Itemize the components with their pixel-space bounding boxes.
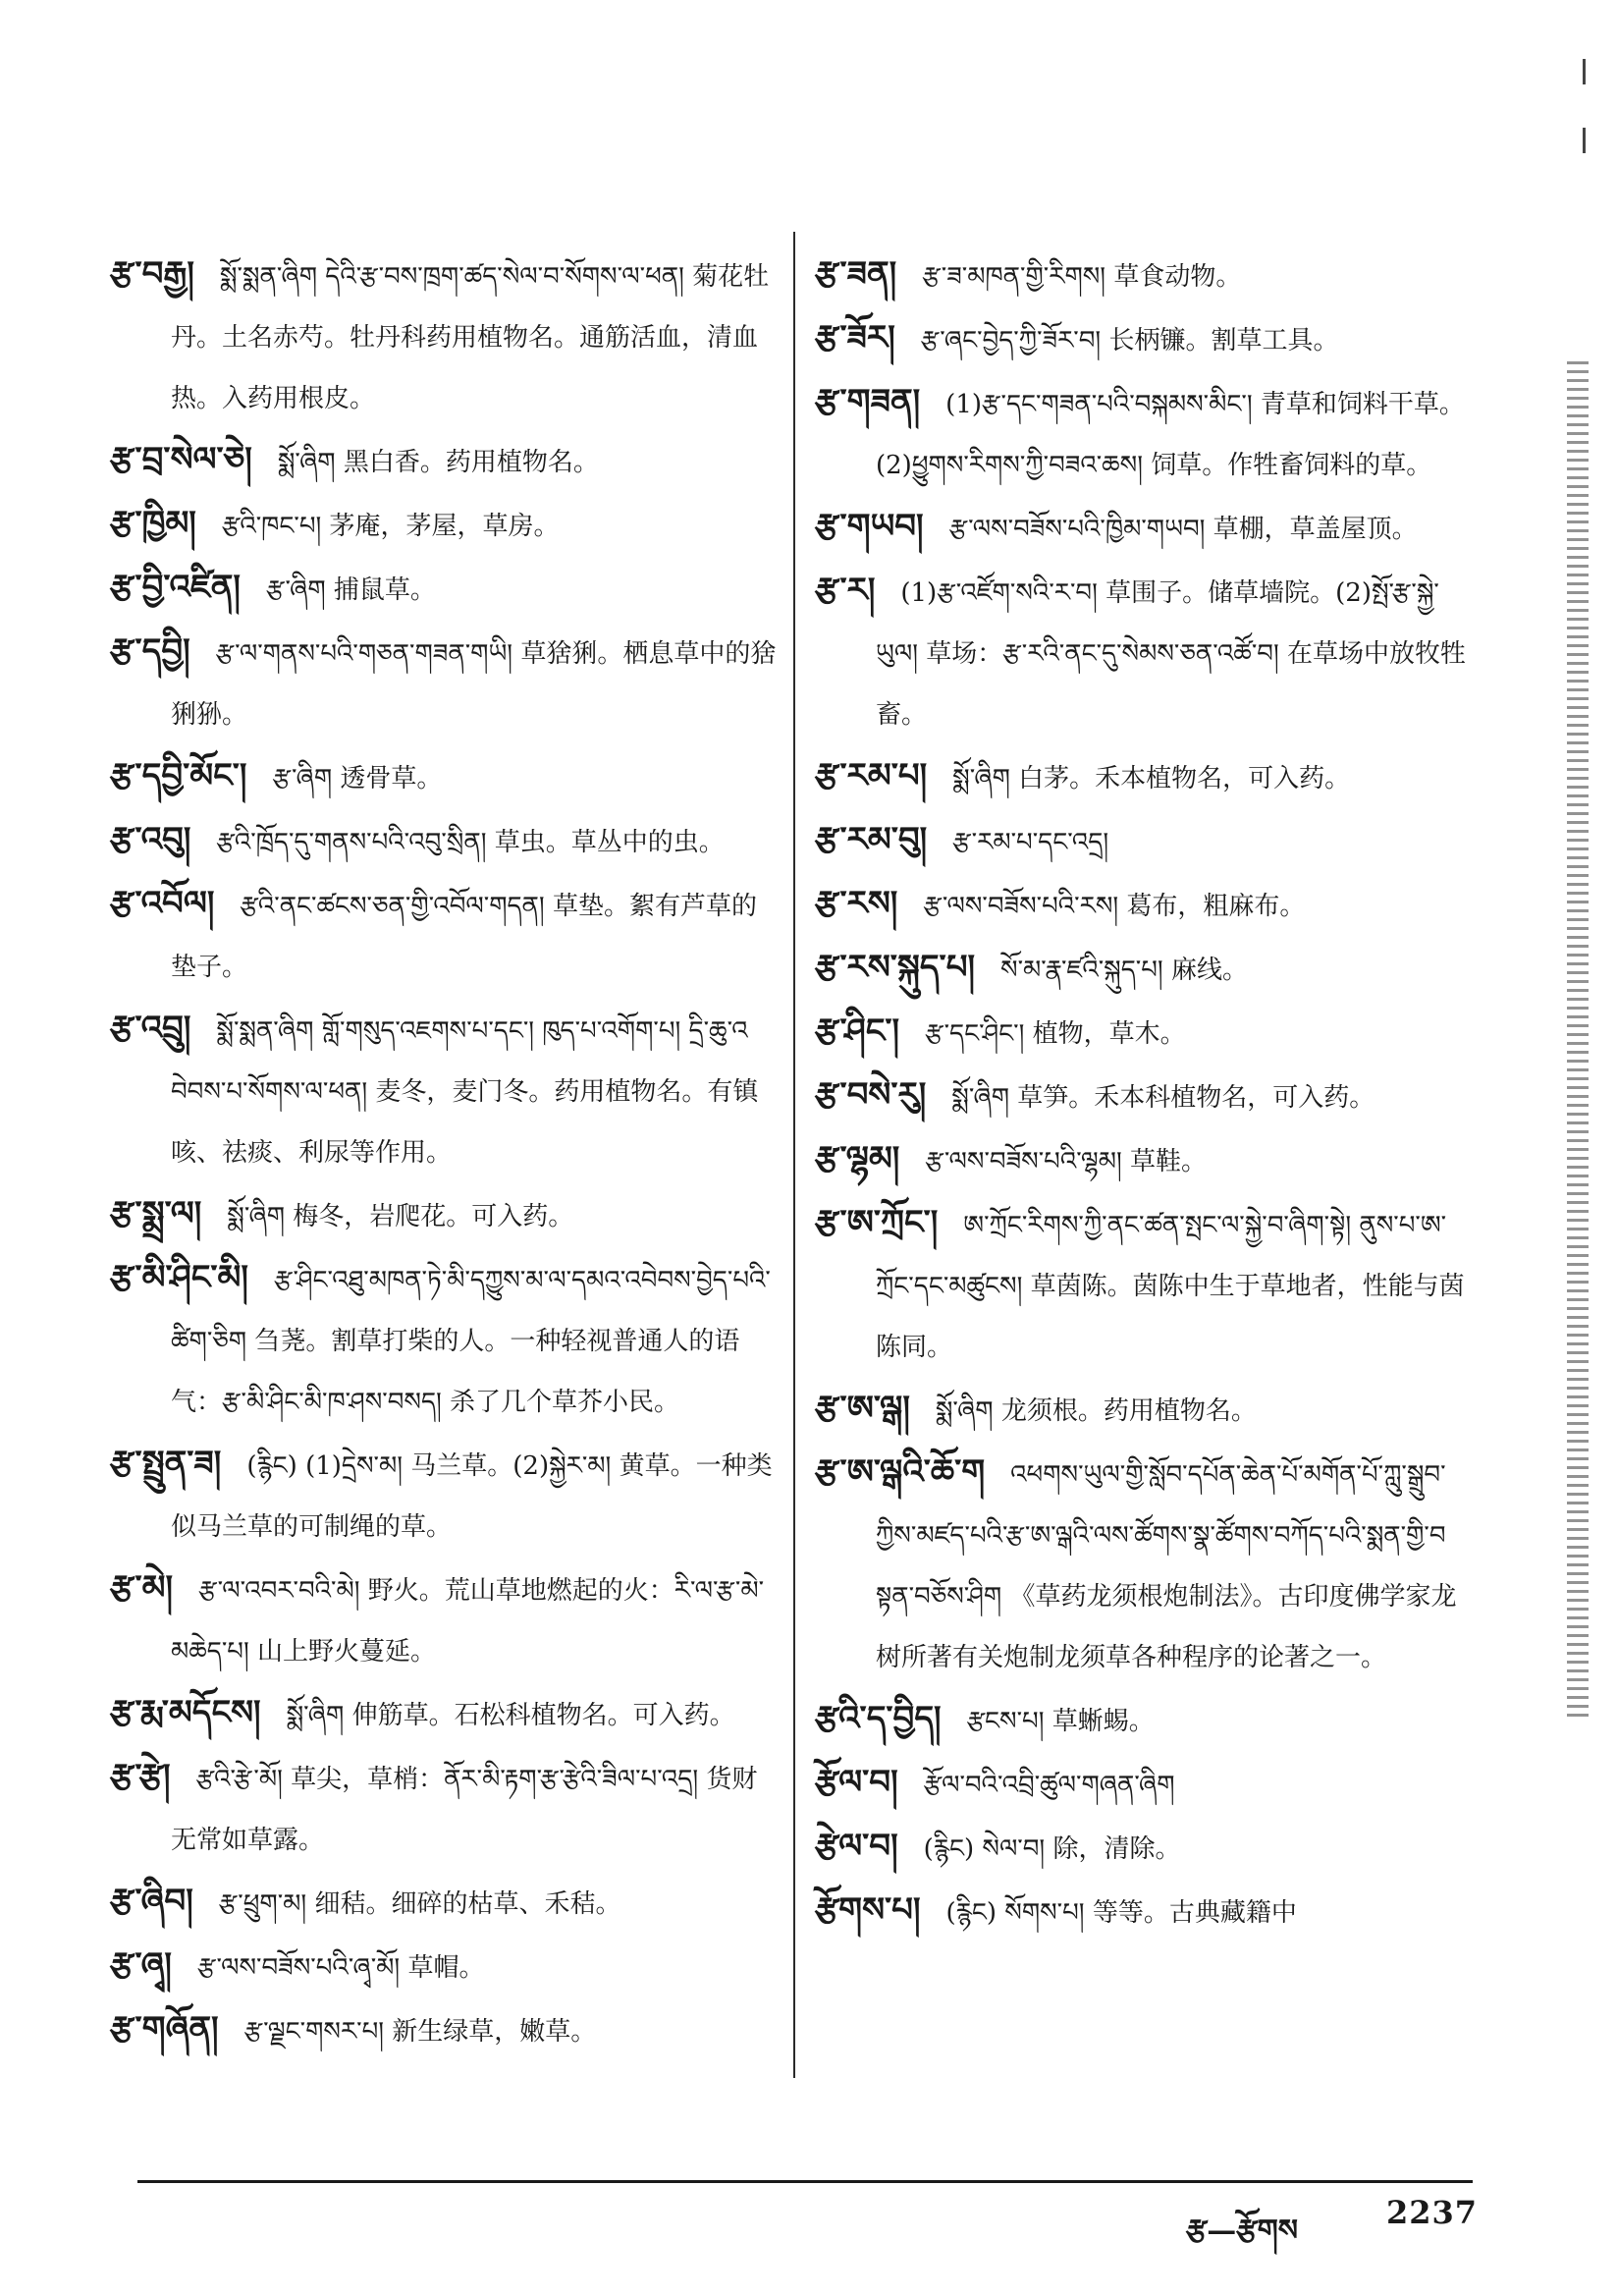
right-column bbox=[815, 244, 1473, 1943]
entry-definition: འཕགས་ཡུལ་གྱི་སློབ་དཔོན་ཆེན་པོ་མགོན་པོ་ཀླུ་སྒྲུབ་ཀྱིས་མཛད་པའི་རྩ་ཨ་ལྒའི་ལས་ཚོགས་སྣ་ཚོགས་བཀོད་པའི་སྨན་གྱི་བསྟན་བཅོས་ཤིག 《草药龙须根炮制法》。古印度佛学家龙树所著有关炮制龙须草各种程序的论著之一。 bbox=[876, 1460, 1457, 1672]
entry-definition: རྩ་ལས་བཟོས་པའི་རས། 葛布，粗麻布。 bbox=[923, 892, 1306, 921]
entry-definition: རྩ་ཞིག 透骨草。 bbox=[272, 764, 443, 793]
entry-definition: སྨོ་ཞིག 白茅。禾本植物名，可入药。 bbox=[952, 764, 1351, 793]
entry-headword: རྩ་ཤིང་། bbox=[815, 1011, 900, 1051]
entry-definition: རྩ་རམ་པ་དང་འདྲ། bbox=[952, 828, 1109, 857]
dictionary-entry bbox=[110, 493, 778, 557]
entry-definition: རྩ་ཕྲུག་མ། 细秸。细碎的枯草、禾秸。 bbox=[218, 1889, 621, 1919]
entry-headword: རྩེལ་བ། bbox=[815, 1827, 898, 1866]
dictionary-entry bbox=[110, 1558, 778, 1682]
dictionary-entry bbox=[815, 1192, 1473, 1378]
entry-headword: རྩ་ཨ་ཀྲོང་། bbox=[815, 1203, 939, 1242]
dictionary-entry bbox=[110, 1935, 778, 1998]
entry-definition: རྩོལ་བའི་འབྲི་ཚུལ་གཞན་ཞིག bbox=[923, 1771, 1175, 1800]
entry-definition: སྨོ་ཞིག 梅冬，岩爬花。可入药。 bbox=[227, 1202, 574, 1231]
dictionary-entry bbox=[110, 1871, 778, 1935]
entry-definition: རྩ་ཞང་བྱེད་ཀྱི་ཟོར་བ། 长柄镰。割草工具。 bbox=[920, 326, 1339, 355]
entry-headword: རྩ་ཟོར། bbox=[815, 318, 895, 357]
dictionary-entry bbox=[110, 745, 778, 809]
column-divider bbox=[793, 232, 795, 2078]
entry-definition: རྩའི་ཁྲོད་དུ་གནས་པའི་འབུ་སྲིན། 草虫。草丛中的虫。 bbox=[216, 828, 725, 857]
entry-headword: རྩ་ཁྱིམ། bbox=[110, 504, 196, 543]
entry-definition: སྨོ་སྨན་ཞིག དེའི་རྩ་བས་ཁྲག་ཚད་སེལ་བ་སོགས་ལ་ཕན། 菊花牡丹。土名赤芍。牡丹科药用植物名。通筋活血，清血热。入药用根皮。 bbox=[171, 262, 770, 413]
entry-definition: (1)རྩ་དང་གཟན་པའི་བསྐམས་མིང་། 青草和饲料干草。(2)ཕྱུགས་རིགས་ཀྱི་བཟའ་ཆས། 饲草。作牲畜饲料的草。 bbox=[876, 390, 1465, 480]
scan-edge-tick bbox=[1583, 128, 1586, 153]
entry-headword: རྩ་ཟན། bbox=[815, 254, 897, 294]
entry-headword: རྩ་འབུ། bbox=[110, 820, 191, 859]
dictionary-entry bbox=[815, 560, 1473, 745]
dictionary-entry bbox=[110, 244, 778, 429]
dictionary-entry bbox=[110, 429, 778, 493]
dictionary-entry bbox=[815, 1688, 1473, 1752]
entry-definition: (1)རྩ་འཛོག་སའི་ར་བ། 草围子。储草墙院。(2)སྤོ་རྩ་སྐྱེ་ཡུལ། 草场：རྩ་རའི་ནང་དུ་སེམས་ཅན་འཚོ་བ། 在草场中放牧牲畜。 bbox=[876, 578, 1466, 730]
dictionary-entry bbox=[110, 1183, 778, 1247]
page-number: 2237 bbox=[1386, 2194, 1479, 2231]
dictionary-entry bbox=[815, 745, 1473, 809]
entry-headword: རྩའི་ད་བྱིད། bbox=[815, 1699, 942, 1738]
entry-headword: རྩ་ཞྭ། bbox=[110, 1945, 172, 1985]
entry-definition: རྩ་ཟ་མཁན་གྱི་རིགས། 草食动物。 bbox=[922, 262, 1242, 292]
dictionary-entry bbox=[815, 873, 1473, 937]
entry-definition: རྩ་ལས་བཟོས་པའི་ཞྭ་མོ། 草帽。 bbox=[196, 1953, 485, 1983]
entry-headword: རྩ་དབྱི། bbox=[110, 631, 190, 671]
dictionary-entry bbox=[110, 1998, 778, 2062]
entry-headword: རྩ་ལྷམ། bbox=[815, 1139, 900, 1178]
dictionary-entry bbox=[110, 1682, 778, 1746]
entry-headword: རྩོགས་པ། bbox=[815, 1890, 921, 1930]
entry-headword: རྩ་རམ་པ། bbox=[815, 756, 928, 795]
dictionary-entry bbox=[815, 1442, 1473, 1688]
dictionary-entry bbox=[815, 371, 1473, 496]
dictionary-entry bbox=[815, 1752, 1473, 1816]
entry-headword: རྩ་རས། bbox=[815, 884, 898, 923]
entry-definition: རྩའི་ནང་ཚངས་ཅན་གྱི་འབོལ་གདན། 草垫。絮有芦草的垫子。 bbox=[171, 892, 757, 982]
entry-definition: སྨོ་སྨན་ཞིག གློ་གསུད་འཇགས་པ་དང་། ཁུད་པ་འགོག་པ། དྲི་ཆུ་འབེབས་པ་སོགས་ལ་ཕན། 麦冬，麦门冬。药用植物名。有镇咳、祛痰、利尿等作用。 bbox=[171, 1016, 759, 1168]
dictionary-entry bbox=[110, 1433, 778, 1558]
entry-headword: རྩ་བྲ་སེལ་ཅེ། bbox=[110, 440, 252, 479]
entry-headword: རྩ་སྤྲུན་ཟ། bbox=[110, 1444, 222, 1483]
entry-headword: རྩ་གཟན། bbox=[815, 382, 921, 421]
entry-definition: རྩ་ལས་བཟོས་པའི་ཁྱིམ་གཡབ། 草棚，草盖屋顶。 bbox=[948, 515, 1418, 544]
entry-headword: རྩ་འབོལ། bbox=[110, 884, 215, 923]
entry-definition: (རྙིང) (1)དྲེས་མ། 马兰草。(2)སྐྱེར་མ། 黄草。一种类似马兰草的可制绳的草。 bbox=[171, 1451, 773, 1542]
entry-headword: རྩ་ཨ་ལྒ། bbox=[815, 1389, 910, 1428]
entry-definition: རྩ་ལ་འབར་བའི་མེ། 野火。荒山草地燃起的火：རི་ལ་རྩ་མེ་མཆེད་པ། 山上野火蔓延。 bbox=[171, 1576, 765, 1667]
dictionary-entry bbox=[110, 1247, 778, 1433]
entry-definition: སྨོ་ཞིག 龙须根。药用植物名。 bbox=[935, 1396, 1257, 1426]
dictionary-entry bbox=[815, 244, 1473, 307]
dictionary-entry bbox=[110, 809, 778, 873]
dictionary-entry bbox=[815, 937, 1473, 1001]
entry-headword: རྩ་སྨྲ་ལ། bbox=[110, 1194, 202, 1233]
entry-headword: རྩ་གཞོན། bbox=[110, 2009, 219, 2049]
scan-edge-tick bbox=[1583, 59, 1586, 84]
entry-headword: རྩ་རམ་བུ། bbox=[815, 820, 928, 859]
entry-definition: སྨོ་ཞིག 草笋。禾本科植物名，可入药。 bbox=[951, 1083, 1375, 1113]
entry-definition: རྩ་ཞིག 捕鼠草。 bbox=[265, 575, 436, 605]
entry-headword: རྩ་བརྒྱ། bbox=[110, 254, 194, 294]
dictionary-entry bbox=[110, 557, 778, 621]
left-column bbox=[110, 244, 778, 2062]
entry-definition: རྩའི་ཁང་པ། 茅庵，茅屋，草房。 bbox=[221, 512, 560, 541]
entry-headword: རྩ་གཡབ། bbox=[815, 507, 924, 546]
dictionary-entry bbox=[110, 998, 778, 1183]
entry-headword: རྩ་འབྲུ། bbox=[110, 1009, 191, 1048]
dictionary-entry bbox=[110, 873, 778, 998]
dictionary-entry bbox=[110, 621, 778, 745]
dictionary-entry bbox=[815, 1378, 1473, 1442]
entry-definition: རྩངས་པ། 草蜥蜴。 bbox=[966, 1707, 1155, 1736]
entry-headword: རྩ་རྨ་མདོངས། bbox=[110, 1693, 261, 1732]
entry-headword: རྩ་མི་ཤིང་མི། bbox=[110, 1258, 248, 1297]
entry-definition: རྩ་དང་ཤིང་། 植物，草木。 bbox=[925, 1019, 1186, 1049]
footer-range-label: རྩ—རྩོགས bbox=[1186, 2214, 1298, 2248]
dictionary-entry bbox=[815, 1880, 1473, 1943]
dictionary-entry bbox=[815, 1065, 1473, 1128]
dictionary-entry bbox=[110, 1746, 778, 1871]
entry-definition: སྨོ་ཞིག 伸筋草。石松科植物名。可入药。 bbox=[286, 1701, 735, 1730]
entry-definition: རྩ་ལ་གནས་པའི་གཅན་གཟན་གཡི། 草猞猁。栖息草中的猞猁狲。 bbox=[171, 639, 777, 730]
entry-definition: རྩའི་རྩེ་མོ། 草尖，草梢：ནོར་མི་རྟག་རྩ་རྩེའི་ཟིལ་པ་འདྲ། 货财无常如草露。 bbox=[171, 1765, 758, 1855]
entry-headword: རྩ་ཞིབ། bbox=[110, 1882, 193, 1921]
dictionary-entry bbox=[815, 1816, 1473, 1880]
entry-definition: སྨོ་ཞིག 黑白香。药用植物名。 bbox=[277, 448, 599, 477]
entry-headword: རྩ་ར། bbox=[815, 571, 876, 610]
entry-definition: (རྙིང) སེལ་བ། 除，清除。 bbox=[923, 1834, 1181, 1864]
footer-rule bbox=[137, 2180, 1473, 2183]
entry-headword: རྩ་ཨ་ལྒའི་ཆོ་ག bbox=[815, 1452, 986, 1492]
entry-headword: རྩ་བསེ་རུ། bbox=[815, 1075, 927, 1115]
entry-definition: རྩ་ཤིང་འཐུ་མཁན་ཏེ་མི་དཀྱུས་མ་ལ་དམའ་འབེབས་བྱེད་པའི་ཚིག་ཅིག 刍荛。割草打柴的人。一种轻视普通人的语气：རྩ་མི་ཤིང་མི་ཁ་ཤས་བསད། 杀了几个草芥小民。 bbox=[171, 1266, 771, 1417]
scan-edge-marks bbox=[1567, 361, 1589, 1717]
dictionary-entry bbox=[815, 809, 1473, 873]
entry-headword: རྩ་རས་སྐུད་པ། bbox=[815, 948, 976, 987]
entry-headword: རྩ་མེ། bbox=[110, 1568, 174, 1608]
dictionary-entry bbox=[815, 1001, 1473, 1065]
entry-headword: རྩ་བྱི་འཛིན། bbox=[110, 568, 241, 607]
entry-headword: རྩ་དབྱི་མོང་། bbox=[110, 756, 247, 795]
dictionary-entry bbox=[815, 307, 1473, 371]
entry-definition: རྩ་ལྗང་གསར་པ། 新生绿草，嫩草。 bbox=[243, 2017, 597, 2047]
entry-headword: རྩོལ་བ། bbox=[815, 1763, 898, 1802]
dictionary-entry bbox=[815, 1128, 1473, 1192]
entry-definition: རྩ་ལས་བཟོས་པའི་ལྷམ། 草鞋。 bbox=[925, 1147, 1208, 1176]
entry-definition: ཨ་ཀྲོང་རིགས་ཀྱི་ནང་ཚན་སྤང་ལ་སྐྱེ་བ་ཞིག་སྟེ། ནུས་པ་ཨ་ཀྲོང་དང་མཚུངས། 草茵陈。茵陈中生于草地者，性能与茵陈同。 bbox=[876, 1211, 1465, 1362]
entry-definition: སོ་མ་རྣ་ཛའི་སྐུད་པ། 麻线。 bbox=[1000, 956, 1248, 985]
entry-definition: (རྙིང) སོགས་པ། 等等。古典藏籍中 bbox=[945, 1898, 1297, 1928]
entry-headword: རྩ་རྩེ། bbox=[110, 1757, 171, 1796]
dictionary-entry bbox=[815, 496, 1473, 560]
